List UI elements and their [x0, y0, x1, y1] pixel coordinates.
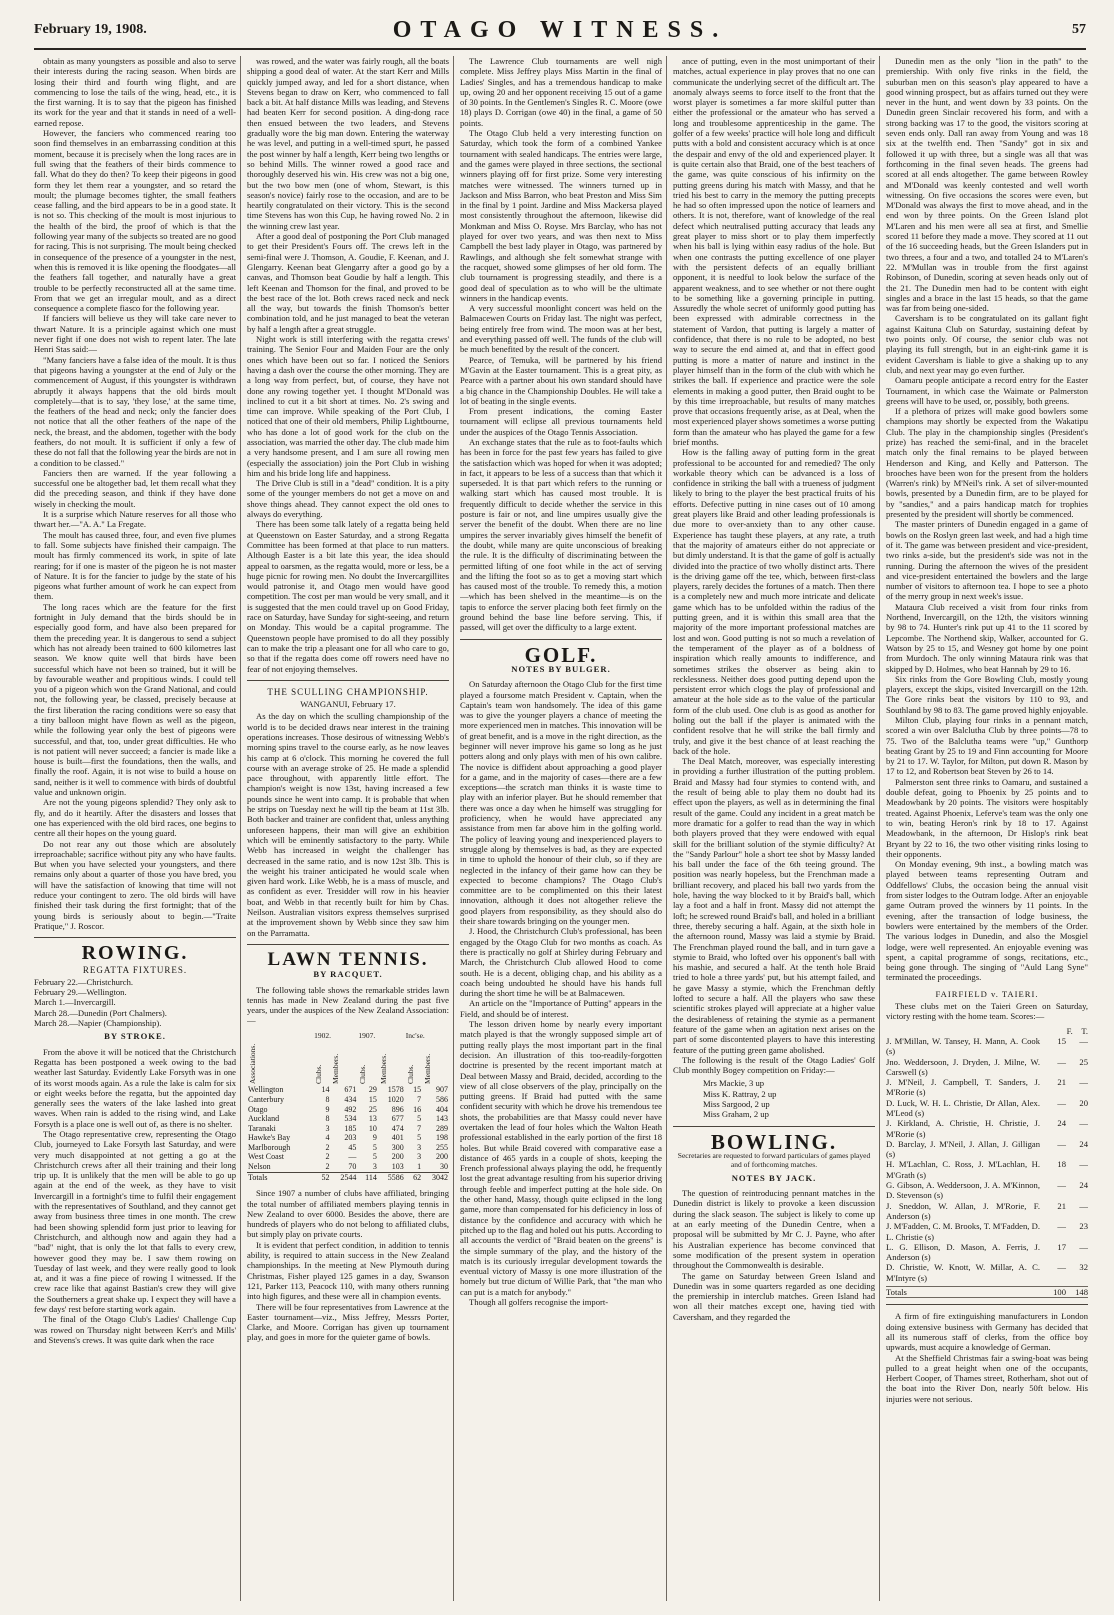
year-header: Inc'se. [405, 1030, 425, 1040]
rink-players: G. Gibson, A. Weddersoon, J. A. M'Kinnon, D. Stevenson (s) [886, 1180, 1040, 1201]
table-cell: 907 [436, 1085, 448, 1095]
fairfield-total: 100 [1053, 1287, 1066, 1298]
taieri-score: 23 [1079, 1221, 1088, 1232]
taieri-score: — [1079, 1241, 1088, 1252]
article-paragraph: The Otago Club held a very interesting function on Saturday, which took the form of a combined Yankee tournament with sealed handicaps. The entries were large, and the games were played in three sections, the sectional winners playing off for first prize. Some very interesting matches were witnessed. The winners turned up in Jackson and Miss Barron, who beat Preston and Miss Sim in the final by 1 point. Jardine and Miss Mackersa played most consistently throughout the afternoon, likewise did Monkman and Miss O. Royse. Mrs Barclay, who has not played for over two years, and was then next to Miss Campbell the best lady player in Otago, was partnered by Rawlings, and although she felt somewhat strange with the racquet, showed some glimpses of her old form. The club tournament is progressing steadily, and there is a good deal of speculation as to who will be the ultimate winners in the handicap events. [460, 128, 662, 303]
tennis-stats-table [247, 1030, 449, 1183]
tennis-intro: The following table shows the remarkable strides lawn tennis has made in New Zealand during the past five years, under the auspices of the New Zealand Association:— [247, 984, 449, 1026]
fairfield-score: 15 [1057, 1035, 1066, 1046]
taieri-score: — [1079, 1200, 1088, 1211]
association-name: Canterbury [248, 1094, 284, 1104]
rowing-heading: ROWING. [81, 942, 189, 965]
article-paragraph: As the day on which the sculling championship of the world is to be decided draws near interest in the training operations increases. Those desirous of witnessing Webb's morning spins travel to the course early, as he now leaves his camp at 6 o'clock. This morning he covered the full course with an average stroke of 25. He made a splendid pace throughout, with apparently little effort. The champion's weight is now 13st, having increased a few pounds since he went into camp. It is probable that when he strips on Tuesday next he will tip the beam at 11st 3lb. Both backer and trainer are confident that, unless anything unforeseen happens, their man will give an exhibition which will be eminently satisfactory to the party. While Webb has increased in weight the challenger has decreased in the same ratio, and is now 12st 3lb. This is the weight his trainer anticipated he would scale when given hard work. Like Webb, he is a mass of muscle, and as confident as ever. Tresidder will row in his heavier boat, and Webb in that recently built for him by Chas. Neilson. Australian visitors express themselves surprised at the improvement shown by Webb since they saw him on the Parramatta. [247, 711, 449, 938]
tennis-byline: BY RACQUET. [313, 969, 383, 980]
table-cell: 62 [413, 1172, 422, 1182]
article-paragraph: The lesson driven home by nearly every important match played is that the wrongly supposed simple art of putting really plays the most important part in the final decision. An illustration of this too-readily-forgotten doctrine is presented by the recent important match at Deal between Massy and Braid, decided, according to the view of all close observers of the play, principally on the putting greens. If Braid had putted with the same confident security with which he drove his tremendous tee shots, the probabilities are that Massy could never have overtaken the lead of four holes which the Walton Heath professional established in the early portion of the first 18 holes. But while Braid covered with comparative ease a distance of 465 yards in a couple of shots, keeping the French professional always playing the odd, he frequently lost the great advantage resulting from his superior driving through feeble and imperfect putting at the hole side. On the other hand, Massy, though quite eclipsed in the long game, more than compensated for his deficiency in loss of distance by the confidence and accuracy with which he pitched up to the flag and holed out his putts. According to all accounts the verdict of "Braid beaten on the greens" is the simple summary of the play, and the history of the match is its curiously irregular development towards the eventual victory of Massy is one more illustration of the homely but true dictum of Willie Park, that "the man who can put is a match for anybody." [460, 1019, 662, 1297]
taieri-score: — [1079, 1159, 1088, 1170]
newspaper-page [34, 14, 1086, 1604]
table-column-header: Associations. [248, 1044, 257, 1085]
article-paragraph: The long races which are the feature for the first fortnight in July demand that the birds should be in especially good form, and have also been prepared for them the preceding year. It is dangerous to send a subject which has not already been trained to 600 kilometres last season. We know quite well that birds have been successful which have not been so trained, but it will be by favourable weather and propitious winds. I could tell you of a pigeon which won the Grand National, and could not, the following year, be classed, precisely because at the first liberation the racing conditions were so easy that a tiny balloon might have flown as well as the pigeon, while the following year only the best of pigeons were successful, and that, too, under great difficulties. He who is not patient will never succeed; a fancier is made like a house is built—first the foundations, then the walls, and finally the roof. Again, it is not wise to build a house on sand, neither is it well to commence with birds of doubtful value and unknown origin. [34, 601, 236, 798]
rink-players: J. M'Neil, J. Campbell, T. Sanders, J. M'Rorie (s) [886, 1077, 1040, 1098]
article-paragraph: Though all golfers recognise the import- [469, 1297, 609, 1308]
lawn-tennis-heading: LAWN TENNIS. [267, 948, 429, 970]
section-divider [673, 1126, 875, 1127]
table-cell: 3 [372, 1162, 377, 1172]
table-cell: 896 [391, 1104, 404, 1114]
table-cell: 200 [436, 1152, 448, 1162]
fairfield-score: 18 [1057, 1159, 1066, 1170]
tennis-article [247, 1188, 449, 1342]
table-cell: 289 [436, 1123, 448, 1133]
rink-row [886, 1262, 1088, 1283]
article-paragraph: Since 1907 a number of clubs have affiliated, bringing the total number of affiliated members playing tennis in New Zealand to over 6000. Besides the above, there are hundreds of players who do not belong to affiliated clubs, but simply play on private courts. [247, 1188, 449, 1240]
fairfield-score: — [1057, 1138, 1066, 1149]
rink-row [886, 1077, 1088, 1098]
rink-players: H. M'Lachlan, C. Ross, J. M'Lachlan, H. M'Grath (s) [886, 1159, 1040, 1180]
rowing-article-continued [247, 56, 449, 674]
table-column-header: Clubs. [314, 1064, 324, 1085]
column-rule [240, 56, 241, 1601]
table-cell: 255 [436, 1142, 448, 1152]
regatta-fixtures-list [34, 977, 236, 1028]
bowling-article [673, 1188, 875, 1322]
rink-players: Jno. Weddersoon, J. Dryden, J. Milne, W. Carswell (s) [886, 1056, 1040, 1077]
golf-heading: GOLF. [524, 642, 598, 667]
table-row [247, 1143, 449, 1153]
section-divider [247, 680, 449, 681]
bogey-result: Miss Sargood, 2 up [703, 1098, 770, 1109]
year-header: 1902. [314, 1030, 331, 1040]
table-cell: 492 [344, 1104, 357, 1114]
fairfield-score: 17 [1057, 1241, 1066, 1252]
sculling-article [247, 711, 449, 938]
issue-date: February 19, 1908. [34, 22, 147, 37]
rink-players: J. Kirkland, A. Christie, H. Christie, J. M'Rorie (s) [886, 1118, 1040, 1139]
association-name: Nelson [248, 1162, 271, 1172]
article-paragraph: If fanciers will believe us they will take care never to thwart Nature. It is a principle against which one must never fight if one does not wish to repent later. The late Henri Stas said:— [34, 313, 236, 355]
article-paragraph: However, the fanciers who commenced rearing too soon find themselves in an embarrassing condition at this moment, because it is precisely when the long races are in full swing that the feathers of their birds commence to fall. What do they do then? To keep their pigeons in good form they let them rear a youngster, and so retard the moult; the plumage becomes tighter, the small feathers cease falling, and the bird appears to be in a good state. It is not so. This checking of the moult is most injurious to the health of the bird, the proof of which is that the following year many of the subjects so treated are no good for racing. This is not surprising. The moult being checked in consequence of the presence of a youngster in the nest, when this is removed it is like opening the floodgates—all the feathers fall together, and naturally have a great trouble to be perfectly reconstructed all at the same time. From that we get an irregular moult, and as a direct consequence a complete fiasco for the following year. [34, 128, 236, 314]
table-cell: 29 [368, 1085, 377, 1095]
fairfield-taieri-heading: FAIRFIELD v. TAIERI. [935, 988, 1039, 999]
fairfield-column-label: F. [1066, 1025, 1073, 1036]
fairfield-score: — [1057, 1056, 1066, 1067]
rink-players: D. Luck, W. H. L. Christie, Dr Allan, Alex. M'Leod (s) [886, 1097, 1040, 1118]
table-column-header: Members. [378, 1054, 388, 1085]
rink-row [886, 1057, 1088, 1078]
sculling-dateline: WANGANUI, February 17. [300, 699, 396, 710]
table-cell: 143 [436, 1114, 448, 1124]
article-paragraph: Mataura Club received a visit from four rinks from Northend, Invercargill, on the 12th, the visitors winning by 98 to 74. Hunter's rink put up 41 to the 11 scored by Lepcombe. The Northend skip, Walker, accounted for G. Watson by 25 to 15, and Wesney got home by one point from Murdoch. The only winning Mataura rink was that skipped by D. Holmes, who beat Hannah by 29 to 16. [886, 601, 1088, 674]
rowing-article [34, 1047, 236, 1346]
table-cell: 9 [372, 1133, 377, 1143]
taieri-column-label: T. [1081, 1025, 1088, 1036]
article-paragraph: "Many fanciers have a false idea of the moult. It is thus that pigeons having a youngster at the end of July or the commencement of August, if this youngster is withdrawn abruptly it always happens that the old birds moult completely—that is to say, 'they lose,' at the same time, the feathers of the head and neck; only the fancier does not notice that all the other feathers of the nape of the neck, the breast, and the abdomen, together with the body feathers, do not moult. It is sufficient if only a few of these do not fall that the following year the birds are not in a condition to be classed." [34, 354, 236, 468]
rink-players: J. M'Fadden, C. M. Brooks, T. M'Fadden, D. L. Christie (s) [886, 1221, 1040, 1242]
tennis-article-continued [460, 56, 662, 633]
table-row [247, 1095, 449, 1105]
golf-byline: NOTES BY BULGER. [511, 663, 611, 674]
fairfield-score: — [1057, 1180, 1066, 1191]
taieri-score: 32 [1079, 1262, 1088, 1273]
table-cell: 25 [368, 1104, 377, 1114]
fairfield-score: — [1057, 1097, 1066, 1108]
table-cell: 103 [391, 1162, 404, 1172]
rink-scores [886, 1036, 1088, 1283]
article-paragraph: After a good deal of postponing the Port Club managed to get their President's Fours off. The crews left in the semi-final were J. Thomson, A. Goudie, F. Keenan, and J. Glengarry. Keenan beat Glengarry after a good go by a canvas, and Thomson beat Goudie by half a length. This left Keenan and Thomson for the final, and proved to be the best race of the lot. Both crews raced neck and neck all the way, but towards the finish Thomson's better combination told, and he just managed to beat the veteran by half a length after a great struggle. [247, 231, 449, 334]
table-cell: 203 [344, 1133, 357, 1143]
table-cell: 9 [325, 1104, 330, 1114]
rink-row [886, 1221, 1088, 1242]
table-cell: 2544 [340, 1172, 357, 1182]
fairfield-score: — [1057, 1221, 1066, 1232]
table-cell: 185 [344, 1123, 357, 1133]
column-rule [453, 56, 454, 1601]
table-column-header: Clubs. [405, 1064, 415, 1085]
bowling-notice: Secretaries are requested to forward particulars of games played and of forthcoming matches. [677, 1150, 871, 1169]
year-header: 1907. [358, 1030, 376, 1040]
fixture-item: March 1.—Invercargill. [34, 997, 116, 1008]
totals-label: Totals [886, 1287, 907, 1298]
section-divider [460, 639, 662, 640]
table-row [247, 1152, 449, 1162]
golf-article [460, 679, 662, 1307]
table-cell: 8 [325, 1114, 330, 1124]
article-paragraph: J. Hood, the Christchurch Club's professional, has been engaged by the Otago Club for two months as coach. As there is practically no golf at Shirley during February and March, the Christchurch Club allowed Hood to come south. He is a decent, obliging chap, and his ability as a coach being undoubted he should have his hands full during the short time he will be at Balmacewen. [460, 926, 662, 999]
table-cell: 7 [417, 1094, 422, 1104]
table-row [247, 1114, 449, 1124]
table-cell: 401 [391, 1133, 404, 1143]
rink-players: D. Barclay, J. M'Neil, J. Allan, J. Gilligan (s) [886, 1138, 1040, 1160]
table-cell: 52 [321, 1172, 330, 1182]
table-cell: 3 [325, 1123, 330, 1133]
article-paragraph: A firm of fire extinguishing manufacturers in London doing extensive business with Germany has decided that all its numerous staff of clerks, from the office boy upwards, must acquire a knowledge of German. [886, 1311, 1088, 1353]
article-paragraph: The Drive Club is still in a "dead" condition. It is a pity some of the younger members do not get a move on and shove things ahead. They cannot expect the old ones to always do everything. [247, 478, 449, 520]
pigeon-article [34, 56, 236, 931]
fairfield-score: 21 [1057, 1200, 1066, 1211]
taieri-score: 25 [1079, 1056, 1088, 1067]
article-paragraph: Caversham is to be congratulated on its gallant fight against Kaituna Club on Saturday, sustaining defeat by two points only. Of course, the senior club was not playing its full strength, but in an eight-rink game it is evident Caversham is liable to give a shaking up to any club, and next year may go even further. [886, 313, 1088, 375]
article-paragraph: Are not the young pigeons splendid? They only ask to fly, and do it heartily. After the disasters and losses that one has experienced with the old bird races, one begins to centre all their hopes on the young guard. [34, 797, 236, 839]
table-cell: 1578 [387, 1085, 404, 1095]
column-3 [460, 56, 662, 1601]
bogey-result: Mrs Mackie, 3 up [703, 1078, 765, 1089]
table-totals-row [247, 1172, 449, 1182]
table-row [247, 1162, 449, 1172]
article-paragraph: The question of reintroducing pennant matches in the Dunedin district is likely to provoke a keen discussion during the slack season. The subject is likely to come up at an early meeting of the Dunedin Centre, when a proposal will be submitted by Mr C. J. Payne, who after his Australian experience has become convinced that some modification of the present system in operation throughout the Commonwealth is desirable. [673, 1188, 875, 1271]
table-cell: 200 [391, 1152, 404, 1162]
section-divider [886, 1304, 1088, 1305]
article-paragraph: From the above it will be noticed that the Christchurch Regatta has been postponed a week owing to the bad weather last Saturday. Evidently Lake Forsyth was in one of its worst moods again. As a rule the lake is calm for six or eight weeks before the regatta, but the appointed day generally sees the waters of the lake lashed into great waves. When rain is added to the rising wind, and Lake Forsyth is a place one is well out of, as there is no shelter. [34, 1046, 236, 1129]
association-name: Wellington [248, 1085, 284, 1095]
article-paragraph: A very successful moonlight concert was held on the Balmacewen Courts on Friday last. The night was perfect, being entirely free from wind. The moon was at her best, and everything passed off well. The funds of the club will be much benefited by the result of the concert. [460, 303, 662, 355]
sculling-heading: THE SCULLING CHAMPIONSHIP. [267, 686, 429, 697]
association-name: Totals [248, 1172, 268, 1182]
article-paragraph: From present indications, the coming Easter tournament will eclipse all previous tournaments held under the auspices of the Otago Tennis Association. [460, 406, 662, 437]
rink-row [886, 1098, 1088, 1119]
fairfield-score: — [1057, 1262, 1066, 1273]
table-column-header: Members. [331, 1054, 341, 1085]
article-paragraph: The master printers of Dunedin engaged in a game of bowls on the Roslyn green last week, and had a high time of it. The game was between president and vice-president, two rinks a-side, but the president's side was not in the running. During the afternoon the wives of the president and vice-president entertained the bowlers and the large number of visitors to afternoon tea. I hope to see a photo of the merry group in next week's issue. [886, 519, 1088, 602]
column-rule [879, 56, 880, 1601]
article-paragraph: The Deal Match, moreover, was especially interesting in providing a further illustration of the putting problem. Braid and Massy had four stymies to contend with, and the result of being able to play them no doubt had its effect upon the players, as well as in determining the final result of the game. Could any incident in a great match be more dramatic for a golfer to read than the way in which both players proved that they were endowed with equal skill for the brilliant solution of the stymie difficulty? At the "Sandy Parlour" hole a short tee shot by Massy landed his ball under the face of the 6th teeing ground. The position was nearly hopeless, but the Frenchman made a brilliant recovery, and placed his ball two yards from the hole, having the way blocked to it by Braid's ball, which lay a foot and a half in front. Massy did not attempt the loft; he screwed round Braid's ball, and holed in a brilliant three, thereby securing a half. Again, at the sixth hole in the afternoon round, Massy was laid a stymie by Braid. The Frenchman played round the ball, and in turn gave a stymie to Braid, who lofted over his opponent's ball with his mashie, and secured a half. At the tenth hole Braid tried to hole a three yards' put, but his attempt failed, and he gave Massy a stymie, which the Frenchman deftly lofted to secure a half. All the players who saw these scientific strokes played will appreciate at a higher value the desirableness of retaining the stymie as a permanent feature of the game when an agitation next arises on the part of some discontented players to have this interesting feature of the putting green game abolished. [673, 756, 875, 1055]
article-paragraph: obtain as many youngsters as possible and also to serve their interests during the racing season. When birds are losing their third and fourth wing flight, and are commencing to lose the tails of the wing, head, etc., it is the first warning. It is to say that the pigeon has finished its work for the year and that it stands in need of a well-earned repose. [34, 56, 236, 128]
article-paragraph: The following is the result of the Otago Ladies' Golf Club monthly Bogey competition on Friday:— [673, 1054, 875, 1076]
column-1 [34, 56, 236, 1601]
table-cell: 1 [417, 1162, 422, 1172]
article-paragraph: was rowed, and the water was fairly rough, all the boats shipping a good deal of water. At the start Kerr and Mills quickly jumped away, and led for a short distance, when Stevens began to draw on Kerr, who commenced to fall back a bit. At half distance Mills was leading, and Stevens had beaten Kerr for second position. A ding-dong race then ensued between the two leaders, and Stevens gradually wore the big man down. Entering the waterway he was level, and putting in a well-timed spurt, he passed the post winner by half a length, Kerr being two lengths or so behind Mills. The winner rowed a good race and thoroughly deserved his win. His crew was not a big one, but the two bow men (one of whom, Stewart, is this season's novice) fairly rose to the occasion, and are to be heartily congratulated on their victory. This is the second time Stevens has won this Cup, he having rowed No. 2 in the winning crew last year. [247, 56, 449, 231]
table-cell: 677 [391, 1114, 404, 1124]
association-name: Marlborough [248, 1142, 291, 1152]
table-cell: 3 [417, 1142, 422, 1152]
article-paragraph: Six rinks from the Gore Bowling Club, mostly young players, except the skips, visited Invercargill on the 12th. The Gore rinks beat the visitors by 110 to 93, and Southland by 98 to 83. The game proved highly enjoyable. [886, 673, 1088, 715]
table-cell: 3042 [432, 1172, 448, 1182]
taieri-score: 24 [1079, 1138, 1088, 1149]
table-cell: 434 [344, 1094, 357, 1104]
article-paragraph: On Monday evening, 9th inst., a bowling match was played between teams representing Outram and Oddfellows' Clubs, the occasion being the annual visit from sister lodges to the Outram lodge. After an enjoyable game Outram proved the winners by 11 points. In the evening, after the transaction of lodge business, the bowlers were entertained by the members of the Order. The various lodges in Dunedin, and also the Mosgiel lodge, were well represented. An enjoyable evening was spent, a capital programme of songs, recitations, etc., being gone through. The singing of "Auld Lang Syne" terminated the proceedings. [886, 859, 1088, 983]
article-paragraph: The moult has caused three, four, and even five plumes to fall. Some subjects have finished their campaign. The moult has firmly commenced its work, in spite of late rearing; for if one is master of the pigeon he is not master of Nature. It is for the fancier to judge by the state of his pigeons what further amount of work he can expect from them. [34, 529, 236, 602]
taieri-score: — [1079, 1077, 1088, 1088]
article-paragraph: If a plethora of prizes will make good bowlers some champions may shortly be expected from the Wakatipu Club. The play in the championship singles (President's prize) has reached the semi-final, and in the bracelet match only the final remains to be played between Henderson and King, and Kelly and Patterson. The brooches have been won for the present from the holders (Warren's rink) by M'Neil's rink. A set of silver-mounted bowls, presented by a Dunedin firm, are to be played for by "sandies," and a pairs handicap match for trophies presented by the president will shortly be commenced. [886, 406, 1088, 520]
golf-article-continued [673, 56, 875, 1075]
fixture-item: March 28.—Napier (Championship). [34, 1018, 162, 1029]
newspaper-title: OTAGO WITNESS. [392, 17, 728, 43]
table-row [247, 1124, 449, 1134]
column-4 [673, 56, 875, 1601]
table-cell: 5 [372, 1142, 377, 1152]
article-paragraph: Dunedin men as the only "lion in the path" to the premiership. With only five rinks in the field, the suburban men on this season's play appeared to have a good winning prospect, but as affairs turned out they were never in the hunt, and went down by 33 points. On the Dunedin green Sinclair recovered his form, and with a strong backing was 17 to the good, the visitors scoring at seven ends only. Dall ran away from Young and was 18 six at the twelfth end. Then "Sandy" got in six and followed it up with three, but a single was all that was forthcoming in the final seven heads. The greens had scored at all ends altogether. The game between Rowley and M'Donald was keenly contested and well worth witnessing. On five occasions the scores were even, but M'Donald was always the first to move ahead, and in the end won by three points. On the Green Island plot M'Laren and his men were all sea at first, and Smellie scored 11 before they made a move. They scored at 11 out of the 16 succeeding heads, but the Green Islanders put in two threes, a four and a two, and totalled 24 to M'Laren's 22. M'Mullan was in trouble from the first against Robinson, of Dunedin, scoring at seven heads only out of the 21. The Dunedin men had to be content with eight singles and a brace in the last 15 heads, so that the game was far from being one-sided. [886, 56, 1088, 314]
table-cell: 2 [325, 1142, 330, 1152]
table-row [247, 1105, 449, 1115]
article-paragraph: The final of the Otago Club's Ladies' Challenge Cup was rowed on Thursday night between Kerr's and Mills' and Stevens's crews. It was quite dark when the race [34, 1314, 236, 1345]
article-paragraph: There has been some talk lately of a regatta being held at Queenstown on Easter Saturday, and a strong Regatta Committee has been formed at that place to run matters. Although Easter is a bit late this year, the idea should appeal to oarsmen, as the regatta would, more or less, be a huge picnic for rowing men. No doubt the Invercargillites would patronise it, and Otago men would have good competition. The cost per man would be very small, and it is suggested that the men could travel up on Good Friday, race on Saturday, have Sunday for sight-seeing, and return on Monday. This would be a capital programme. The Queenstown people have promised to do all they possibly can to make the trip a pleasant one for all who care to go, so that if the regatta does come off rowers need have no fear of not enjoying themselves. [247, 519, 449, 674]
table-cell: 14 [321, 1085, 330, 1095]
article-paragraph: Oamaru people anticipate a record entry for the Easter Tournament, in which case the Waimate or Palmerston greens will have to be used, or, possibly, both greens. [886, 375, 1088, 406]
table-cell: 586 [436, 1094, 448, 1104]
fixture-item: February 22.—Christchurch. [34, 976, 134, 987]
article-paragraph: It is evident that perfect condition, in addition to tennis ability, is required to attain success in the New Zealand championships. In the meeting at New Plymouth during Christmas, Fisher played 125 games in a day, Swanson 121, Parker 113, Peacock 110, with many others running into high figures, and these were all in champion events. [247, 1239, 449, 1302]
article-paragraph: How is the falling away of putting form in the great professional to be accounted for and remedied? The only workable theory which can be advanced is a loss of confidence in striking the ball with a trueness of judgment likely to bring to the player the best practical fruits of his efforts. Defective putting in nine cases out of 10 among great players like Braid and other leading professionals is due more to over-anxiety than to any other cause. Experience has taught these players, at any rate, a truth that the majority of amateurs either do not appreciate or but dimly understand. It is that the game of golf is actually divided into the practice of two wholly distinct arts. There is the driving game off the tee, which, between first-class players, rarely decides the fortunes of a match. Then there is a completely new and much more intricate and delicate game which has to be unfolded within the radius of the putting green, and it is within this small area that the majority of the more important professional matches are lost and won. Good putting is not so much a revelation of the temperament of the player as of a boldness of inspiration which really amounts to indifference, and sometimes strikes the observer as being akin to recklessness. Neither does good putting depend upon the persistent error which clogs the play of professional and amateur at the hole side as to the value of the particular form of the club used. One club is as good as another for holing out the ball if the player is animated with the confident resolve that he will strike the ball firmly and truly, and give it the best chance of at least reaching the back of the hole. [673, 447, 875, 756]
association-name: West Coast [248, 1152, 285, 1162]
table-cell: 2 [325, 1152, 330, 1162]
article-paragraph: The Otago representative crew, representing the Otago Club, journeyed to Lake Forsyth last Saturday, and were very much disappointed at not getting a go at the Christchurch crews after all their training and their long trip up. It is unlikely that the men will be able to go up again at the end of the week, as they have to visit Invercargill in a fortnight's time to fulfil their engagement with the representatives of Southland, and they cannot get away from business three times in one month. The crew had been showing splendid form just prior to leaving for Christchurch, and although now and again they had a "bad" night, that is only the lot that falls to every crew, however good they may be. I saw them rowing on Tuesday of last week, and they were really good to look at, and it was a fine piece of rowing I witnessed. If the crew race like that against Bastian's crew they will give the Southerners a great shake up. I expect they will have a few days' rest before starting work again. [34, 1128, 236, 1315]
table-cell: 3 [417, 1152, 422, 1162]
table-cell: 534 [344, 1114, 357, 1124]
article-paragraph: Do not rear any out those which are absolutely irreproachable; sacrifice without pity any who have faults. But when you have selected your youngsters, and there remains only about a quarter of those you have bred, you will have the satisfaction of knowing that time will not reduce your contingent to zero. The old birds will have finished their task during the first fortnight; that of the young birds is seriously about to begin.—"Traite Pratique," J. Roscor. [34, 838, 236, 931]
page-number: 57 [1072, 22, 1086, 37]
article-paragraph: The game on Saturday between Green Island and Dunedin was in some quarters regarded as one deciding the premiership in interclub matches. Green Island had won all their matches except one, having tied with Caversham, and they regarded the [673, 1270, 875, 1322]
fixture-item: February 29.—Wellington. [34, 987, 127, 998]
table-cell: 13 [368, 1114, 377, 1124]
association-name: Hawke's Bay [248, 1133, 291, 1143]
article-paragraph: Pearce, of Temuka, will be partnered by his friend M'Gavin at the Easter tournament. This is a great pity, as Pearce with a partner about his own standard should have a big chance in the Championship Doubles. He will take a lot of beating in the single events. [460, 354, 662, 406]
table-cell: — [348, 1152, 357, 1162]
masthead [34, 14, 1086, 50]
article-paragraph: An exchange states that the rule as to foot-faults which has been in force for the past few years has failed to give the satisfaction which was hoped for when it was adopted; in fact, it appears to be less of a success than that which it superseded. It is that part which refers to the running or walking start which has caused most trouble. It is frequently difficult to decide whether the service in this posture is fair or not, and line umpires usually give the server the benefit of the doubt. When there are no line umpires the server invariably gives himself the benefit of the doubt, while many are quite unconscious of breaking the rule. It is the difficulty of discriminating between the permitted lifting of one foot while in the act of serving and the lifting the foot so as to get a moving start which has caused most of the trouble. To remedy this, a motion—which has been shelved in the meantime—is on the tapis to enforce the server placing both feet firmly on the ground behind the base line before serving. This, if passed, will get over the difficulty to a large extent. [460, 436, 662, 633]
table-cell: 671 [344, 1085, 357, 1095]
article-paragraph: Night work is still interfering with the regatta crews' training. The Senior Four and Maiden Four are the only ones which have been out so far. I noticed the Seniors having a dash over the course the other morning. They are a long way from perfect, but, of course, they have not done any rowing together yet. I thought M'Donald was inclined to cut it a bit short at times. No. 2's swing and time can improve. While speaking of the Port Club, I noticed that one of their old members, Philip Lightbourne, who has done a lot of good work for the club on the association, was married the other day. The club made him a very handsome present, and I am sure all rowing men (especially the association) join the Port Club in wishing him and his bride long life and happiness. [247, 334, 449, 478]
fairfield-intro: These clubs met on the Taieri Green on Saturday, victory resting with the home team. Scores:— [886, 1001, 1088, 1022]
fairfield-score: 21 [1057, 1077, 1066, 1088]
bowling-byline: NOTES BY JACK. [731, 1172, 817, 1183]
table-cell: 10 [368, 1123, 377, 1133]
table-cell: 5 [417, 1114, 422, 1124]
association-name: Otago [248, 1104, 268, 1114]
table-cell: 114 [365, 1172, 377, 1182]
taieri-score: 24 [1079, 1180, 1088, 1191]
table-cell: 5 [417, 1133, 422, 1143]
table-cell: 1020 [387, 1094, 404, 1104]
bogey-result: Miss Graham, 2 up [703, 1109, 769, 1120]
miscellaneous-paragraphs [886, 1311, 1088, 1404]
table-row [247, 1133, 449, 1143]
article-paragraph: There will be four representatives from Lawrence at the Easter tournament—viz., Miss Jeffrey, Messrs Porter, Clarke, and Moore. Corrigan has given up tournament play, and goes in more for the quieter game of bowls. [247, 1301, 449, 1343]
section-divider [34, 937, 236, 938]
table-cell: 70 [348, 1162, 357, 1172]
table-column-header: Clubs. [358, 1064, 368, 1085]
table-cell: 45 [348, 1142, 357, 1152]
rink-score-header [886, 1026, 1088, 1036]
article-paragraph: It is a surprise which Nature reserves for all those who thwart her.—"A. A." La Fregate. [34, 509, 236, 530]
taieri-score: 20 [1079, 1097, 1088, 1108]
rink-row [886, 1180, 1088, 1201]
rink-row [886, 1242, 1088, 1263]
section-divider [247, 944, 449, 945]
table-cell: 15 [368, 1094, 377, 1104]
rink-row [886, 1201, 1088, 1222]
fixture-item: March 28.—Dunedin (Port Chalmers). [34, 1007, 167, 1018]
table-cell: 2 [325, 1162, 330, 1172]
rink-row [886, 1036, 1088, 1057]
table-cell: 16 [413, 1104, 422, 1114]
article-paragraph: At the Sheffield Christmas fair a swing-boat was being pulled to a great height when one of the occupants, Herbert Cooper, of Thames street, Rotherham, shot out of the boat into the River Don, nearly 50ft below. His injuries were not serious. [886, 1352, 1088, 1404]
column-5 [886, 56, 1088, 1601]
table-cell: 198 [436, 1133, 448, 1143]
article-paragraph: Milton Club, playing four rinks in a pennant match, scored a win over Balclutha Club by three points—78 to 75. Two of the Balclutha teams were "up," Gunthorp beating Grant by 25 to 19 and Finn accounting for Moore by 21 to 17. W. Taylor, for Milton, put down R. Mason by 17 to 12, and Robertson beat Steven by 26 to 14. [886, 715, 1088, 777]
bowling-heading: BOWLING. [710, 1129, 838, 1154]
table-cell: 404 [436, 1104, 448, 1114]
article-paragraph: An article on the "Importance of Putting" appears in the Field, and should be of interest. [460, 998, 662, 1019]
regatta-fixtures-heading: REGATTA FIXTURES. [82, 964, 188, 975]
association-name: Auckland [248, 1114, 280, 1124]
taieri-score: — [1079, 1118, 1088, 1129]
rink-players: L. G. Ellison, D. Mason, A. Ferris, J. Anderson (s) [886, 1241, 1040, 1263]
column-rule [666, 56, 667, 1601]
rink-totals-row [886, 1286, 1088, 1298]
bogey-results-list [673, 1078, 875, 1119]
article-paragraph: Palmerston sent three rinks to Oamaru, and sustained a double defeat, going to Phoenix by 25 points and to Meadowbank by 20 points. The visitors were hospitably treated. Against Phoenix, Leferve's team was the only one to win, beating Heron's rink by 18 to 17. Against Meadowbank, in the afternoon, Dr Hislop's rink beat Bryant by 22 to 16, the two other visiting rinks losing to their opponents. [886, 776, 1088, 859]
article-paragraph: ance of putting, even in the most unimportant of their matches, actual experience in play proves that no one can communicate the underlying secret of the difficult art. The anomaly always seems to force itself to the front that the worst player is sometimes a far more skilful putter than either the professional or the amateur who has served a long and troublesome apprenticeship in the game. The golfer of a few weeks' practice will hole long and difficult putts with a bold and consistent accuracy which is at once the despair and envy of the old and experienced player. It is quite certain also that Braid, one of the best teachers of the game, was quite conscious of his infirmity on the putting greens during his match with Massy, and that he tried his best to carry in the memory the putting precepts he had so often impressed upon the notice of learners and others. It is not, therefore, want of knowledge of the real defect which neutralised putting accuracy that leads any great player to miss short or to play them imperfectly when his ball is lying within easy radius of the hole. But when one contrasts the putting excellence of one player with the persistent defects of an equally brilliant opponent, it is needful to look below the surface of the apparent weakness, and to see whether or not there ought to be something like a governing principle in putting. Assuredly the whole secret of uniformly good putting has been expressed with admirable correctness in the statement of Vardon, that putting is largely a matter of confidence, that there is no rule to be adopted, no best way to secure the end aimed at, and that in effect good putting is more a matter of nature and instinct in the player himself than in the form of the club with which he strikes the ball. If experience and practice were the sole elements in making a good putter, then Braid ought to be by this time irreproachable, but results of many matches prove that occasions frequently arise, as at Deal, when the most experienced player shows sometimes a worse putting form than the amateur who has played the game for a few brief months. [673, 56, 875, 447]
table-cell: 474 [391, 1123, 404, 1133]
column-2 [247, 56, 449, 1601]
rink-row [886, 1118, 1088, 1139]
table-column-header: Members. [423, 1054, 433, 1085]
article-paragraph: Fanciers then are warned. If the year following a successful one be altogether bad, let them recall what they did the preceding season, and think if they have done wisely in checking the moult. [34, 467, 236, 509]
taieri-total: 148 [1075, 1287, 1088, 1298]
bowling-article-continued [886, 56, 1088, 983]
table-row [247, 1085, 449, 1095]
table-cell: 30 [440, 1162, 448, 1172]
table-cell: 4 [325, 1133, 330, 1143]
bogey-result: Miss K. Rattray, 2 up [703, 1088, 777, 1099]
table-cell: 8 [325, 1094, 330, 1104]
rink-players: J. M'Millan, W. Tansey, H. Mann, A. Cook (s) [886, 1035, 1040, 1057]
table-cell: 300 [391, 1142, 404, 1152]
rowing-byline: BY STROKE. [104, 1031, 166, 1042]
table-cell: 7 [417, 1123, 422, 1133]
rink-players: J. Sneddon, W. Allan, J. M'Rorie, F. Anderson (s) [886, 1200, 1040, 1221]
table-cell: 5 [372, 1152, 377, 1162]
table-cell: 5586 [387, 1172, 404, 1182]
table-cell: 15 [413, 1085, 422, 1095]
rink-row [886, 1139, 1088, 1160]
article-paragraph: On Saturday afternoon the Otago Club for the first time played a foursome match President v. Captain, when the Captain's team won handsomely. The idea of this game was to give the younger players a chance of meeting the more experienced men in matches. This innovation will be of great benefit, and is a move in the right direction, as the beginner will never improve his game so long as he just potters along and only plays with men of his own calibre. The novice is diffident about approaching a good player for a game, and in the majority of cases—there are a few exceptions—the scratch man thinks it is waste time to play with an inferior player. But he should remember that there was once a day when he himself was struggling for proficiency, when he would have appreciated any assistance from men far above him in the golfing world. The policy of leaving young and inexperienced players to struggle along by themselves is bad, as they are expected in time to uphold the honour of their club, so if they are neglected in the infancy of their game how can they be expected to become champions? The Otago Club's committee are to be complimented on this their latest innovation, although it does not altogether relieve the good players from responsibility, as they should also do their share towards bringing on the younger men. [460, 679, 662, 927]
association-name: Taranaki [248, 1123, 276, 1133]
rink-row [886, 1159, 1088, 1180]
article-paragraph: The Lawrence Club tournaments are well nigh complete. Miss Jeffrey plays Miss Martin in the final of Ladies' Singles, and has a tremendous handicap to make up, owing 20 and her opponent receiving 15 out of a game of 30 points. In the Gentlemen's Singles R. C. Moore (owe 18) plays D. Corrigan (owe 40) in the final, a game of 50 points. [460, 56, 662, 128]
taieri-score: — [1079, 1035, 1088, 1046]
fairfield-score: 24 [1057, 1118, 1066, 1129]
rink-players: D. Christie, W. Knott, W. Millar, A. C. M'Intyre (s) [886, 1262, 1040, 1283]
